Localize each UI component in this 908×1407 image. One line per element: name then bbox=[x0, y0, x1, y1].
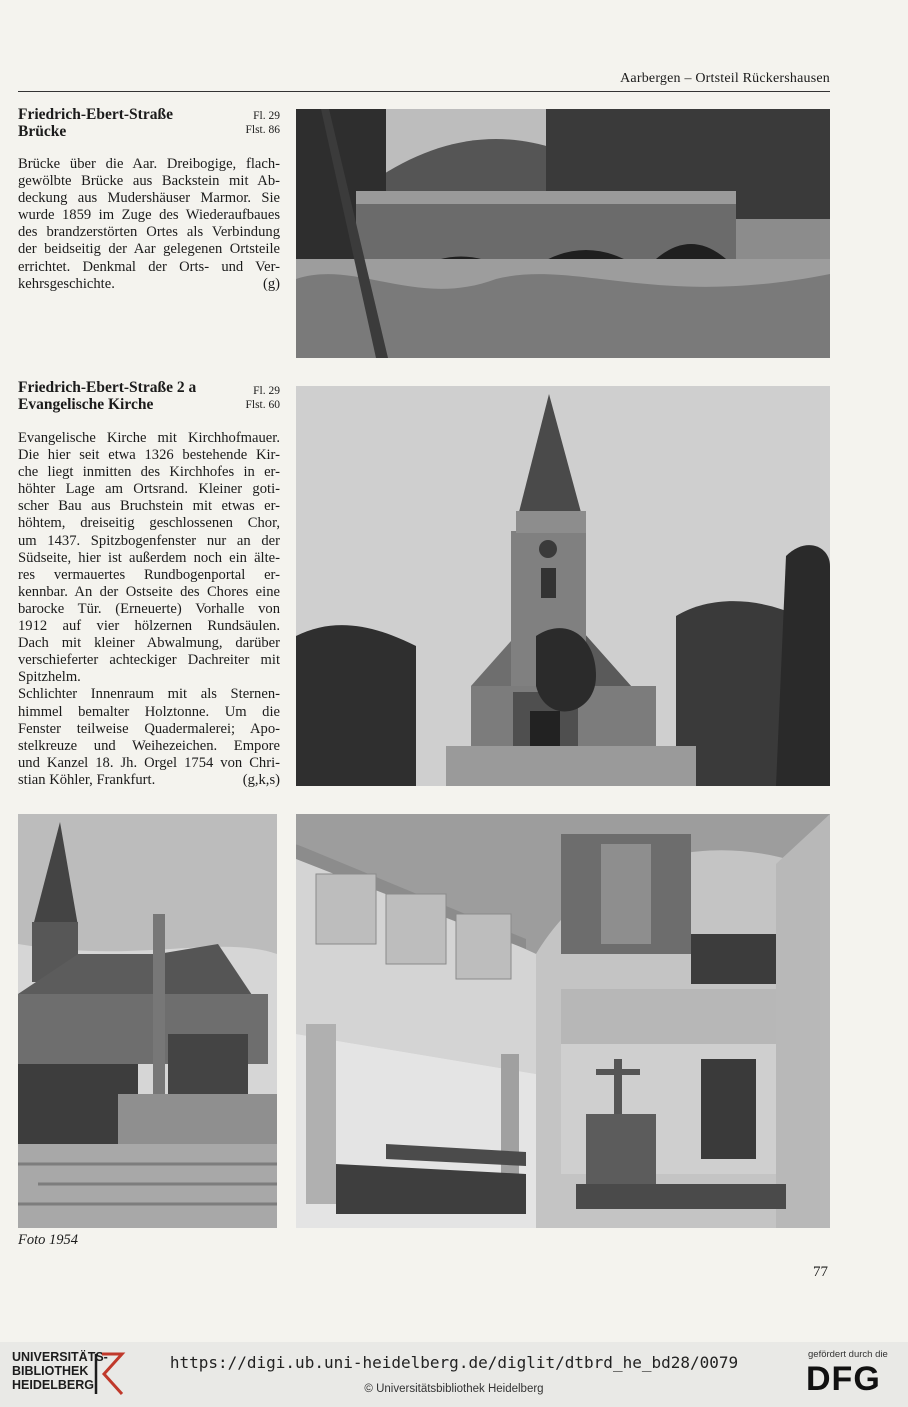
entry-flur: Fl. 29 bbox=[253, 110, 280, 122]
entry-name: Evangelische Kirche bbox=[18, 396, 154, 413]
photo-caption: Foto 1954 bbox=[18, 1232, 79, 1248]
header-divider bbox=[18, 91, 830, 92]
photo-church-exterior bbox=[296, 386, 830, 786]
entry-flurstueck: Flst. 86 bbox=[245, 124, 280, 136]
library-logo-text: UNIVERSITÄTS- BIBLIOTHEK HEIDELBERG bbox=[12, 1350, 108, 1392]
funded-by-text: gefördert durch die bbox=[808, 1349, 888, 1360]
entry-flurstueck: Flst. 60 bbox=[245, 399, 280, 411]
photo-church-1954 bbox=[18, 814, 277, 1228]
photo-church-interior bbox=[296, 814, 830, 1228]
entry-street: Friedrich-Ebert-Straße bbox=[18, 106, 173, 123]
running-title: Aarbergen – Ortsteil Rückershausen bbox=[620, 71, 830, 86]
entry-church bbox=[18, 379, 280, 789]
photo-bridge bbox=[296, 109, 830, 358]
entry-description: Brücke über die Aar. Dreibogige, flach- gewölbte Brücke aus Backstein mit Ab- deckung aus Mudershäuser Marmor. Sie wurde 1859 im Zuge des Wiederaufbaues des brandzerstörten Ortes als Verbindung der beidseitig der Aar gelegenen Ortsteile errichtet. Denkmal der Orts- und Ver- kehrsgeschichte. (g) bbox=[18, 156, 280, 292]
entry-description: Evangelische Kirche mit Kirchhofmauer. Die hier seit etwa 1326 bestehende Kir- che liegt inmitten des Kirchhofes in er- höhter Lage am Ortsrand. Kleiner goti- scher Bau aus Bruchstein mit etwas er- höhtem, dreiseitig geschlossenen Chor, um 1437. Spitzbogenfenster nur an der Südseite, hier ist außerdem noch ein älte- res vermauertes Rundbogenportal er- kennbar. An der Ostseite des Chores eine barocke Tür. (Erneuerte) Vorhalle von 1912 auf vier hölzernen Rundsäulen. Dach mit kleiner Abwalmung, darüber verschieferter achteckiger Dachreiter mit Spitzhelm. Schlichter Innenraum mit als Sternen- himmel bemalter Holztonne. Um die Fenster teilweise Quadermalerei; Apo- stelkreuze und Weihezeichen. Empore und Kanzel 18. Jh. Orgel 1754 von Chri- stian Köhler, Frankfurt. (g,k,s) bbox=[18, 430, 280, 788]
page-number: 77 bbox=[813, 1264, 828, 1280]
dfg-logo: DFG bbox=[806, 1360, 881, 1398]
footer-bar bbox=[0, 1342, 908, 1407]
entry-street: Friedrich-Ebert-Straße 2 a bbox=[18, 379, 197, 396]
entry-name: Brücke bbox=[18, 123, 67, 140]
source-url-link[interactable]: https://digi.ub.uni-heidelberg.de/diglit/dtbrd_he_bd28/0079 bbox=[169, 1353, 739, 1372]
copyright-text: © Universitätsbibliothek Heidelberg bbox=[364, 1383, 544, 1395]
author-tag: (g) bbox=[262, 275, 280, 292]
author-tag: (g,k,s) bbox=[242, 771, 280, 788]
entry-flur: Fl. 29 bbox=[253, 385, 280, 397]
entry-bridge bbox=[18, 106, 280, 293]
